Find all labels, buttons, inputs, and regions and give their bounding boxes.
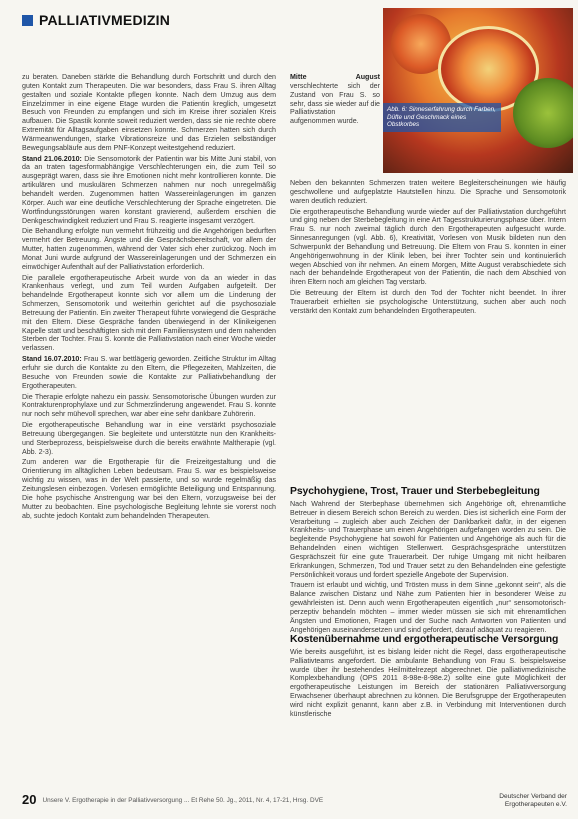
photo-caption: Abb. 6: Sinneserfahrung durch Farben, Düfte und Geschmack eines Obstkorbes — [383, 103, 501, 132]
fruit-photo — [383, 8, 573, 173]
paragraph: Nach Wahrend der Sterbephase übernehmen sich Angehörige oft, ehrenamtliche Betreuer in diesem Bereich schon Bereich zu werden. Dies ist sicherlich eine Form der Verarbeitung – zugleich aber auch Zeichen der Dankbarkeit dafür, in der eigenen Krankheits- und Trauerphase um einen Angehörigen aufgefangen worden zu sein. Die begleitende Psychohygiene hat sowohl für Patienten und Angehörige als auch für die Behandelnden einen wichtigen Stellenwert. Gesprächsgespräche unterstützen Gesprächszeit für eine gute Trauerarbeit. Der ruhige Umgang mit nicht heilbaren Erkrankungen, Schmerzen, Tod und Trauer setzt zu den Behandelnden eine gefestigte Persönlichkeit voraus und fordert spezielle Angebote der Supervision. — [290, 499, 566, 579]
right-column — [290, 179, 566, 318]
section-header — [22, 12, 170, 28]
paragraph — [290, 73, 380, 126]
org-line: Deutscher Verband der — [499, 793, 567, 800]
paragraph: Trauern ist erlaubt und wichtig, und Trösten muss in dem Sinne „gekonnt sein“, als die Balance zwischen Distanz und Nähe zum Patienten hier in besonderer Weise zu gewährleisten ist. Denn auch wenn Ergotherapeuten eigentlich „nur“ sensomotorisch-perzeptiv behandeln möchten – immer wieder müssen sie sich mit ehrenamtlichen Ängsten und Emotionen, Fragen und der Suche nach Antworten von Patienten und Angehörigen auseinandersetzen und sind gefordert, darauf adäquat zu reagieren. — [290, 581, 566, 634]
date-lead: Stand 21.06.2010: — [22, 154, 82, 163]
paragraph — [22, 155, 276, 226]
paragraph: Die Behandlung erfolgte nun vermehrt frühzeitig und die Angehörigen bedurften vermehrt der Betreuung. Ängste und die Gesprächsbereitschaft, vor allem der Mutter, hatten zugenommen, während der Vater sich eher zurückzog. Noch im Monat Juni wurde aufgrund der Wassereinlagerungen und der Schmerzen ein einwöchiger Aufenthalt auf der Palliativstation erforderlich. — [22, 227, 276, 271]
middle-column — [290, 73, 380, 128]
paragraph: Zum anderen war die Ergotherapie für die Freizeitgestaltung und die Orientierung im alltäglichen Leben bedeutsam. Frau S. war es beispielsweise wichtig zu wissen, was in der Welt passierte, und so wurde regelmäßig das Zeitungslesen einbezogen. Vorlesen ermöglichte Beteiligung und Entspannung. Die hohe psychische Anstrengung war bei den Eltern, vorzugsweise bei der Mutter zu beobachten. Eine psychologische Begleitung lehnte sie vorerst noch ab, suchte jedoch Kontakt zum behandelnden Therapeuten. — [22, 458, 276, 520]
paragraph-text: verschlechterte sich der Zustand von Frau S. so sehr, dass sie wieder auf die Palliativstation aufgenommen wurde. — [290, 81, 380, 126]
right-column-section-2 — [290, 488, 566, 637]
paragraph-text: Die Sensomotorik der Patientin war bis Mitte Juni stabil, von da an traten tagesformabhängige Verschlechterungen ein, die zum Teil so ausgeprägt waren, dass sie ihre Emotionen nicht mehr kontrollieren konnte. Die artikulären und muskulären Schmerzen nahmen nur noch unregelmäßig behandelt werden. Zugenommen hatten Wassereinlagerungen im ganzen Körper. Auch war eine deutliche Verschlechterung der Sprache eingetreten. Die Wortfindungsstörungen waren konstant gravierend, außerdem erschien die Denkgeschwindigkeit reduziert und Frau S. reagierte insgesamt verzögert. — [22, 154, 277, 225]
blue-square-icon — [22, 15, 33, 26]
footer-organization — [499, 793, 567, 809]
footer-citation: Unsere V. Ergotherapie in der Palliativversorgung ... Et Rehe 50. Jg., 2011, Nr. 4, 17-21, Hrsg. DVE — [42, 797, 324, 804]
date-lead: Stand 16.07.2010: — [22, 355, 82, 364]
org-line: Ergotherapeuten e.V. — [504, 801, 567, 808]
paragraph: Die Therapie erfolgte nahezu ein passiv. Sensomotorische Übungen wurden zur Kontrakturenprophylaxe und zur Schmerzlinderung angewendet. Frau S. konnte nur noch sehr mühevoll sprechen, war aber eine sehr dankbare Zuhörerin. — [22, 392, 276, 419]
paragraph-text: Frau S. war bettlägerig geworden. Zeitliche Struktur im Alltag erfuhr sie durch die Kontakte zu den Eltern, die Pflegezeiten, Mahlzeiten, die Besuche von Freunden sowie die Kontakte zur Palliativbehandlung der Ergotherapeuten. — [22, 355, 276, 390]
section-heading: Kostenübernahme und ergotherapeutische Versorgung — [290, 634, 559, 645]
paragraph: Die Betreuung der Eltern ist durch den Tod der Tochter nicht beendet. In ihrer Trauerarbeit erhielten sie psychologische Unterstützung, suchen aber auch noch verstärkt den Kontakt zum behandelnden Ergotherapeuten. — [290, 289, 566, 315]
paragraph: Die ergotherapeutische Behandlung war in eine verstärkt psychosoziale Betreuung übergegangen. Sie begleitete und unterstützte nun den Krankheits- und Sterbeprozess, beispielsweise durch die bereits erwähnte Maltherapie (vgl. Abb. 2-3). — [22, 421, 276, 456]
paragraph: Neben den bekannten Schmerzen traten weitere Begleiterscheinungen wie häufig geschwollene und aufgeplatzte Hautstellen hinzu. Die Sprache und Sensomotorik waren deutlich reduziert. — [290, 179, 566, 205]
kiwi-image — [513, 78, 573, 148]
section-title: PALLIATIVMEDIZIN — [39, 12, 171, 28]
page-number: 20 — [22, 792, 37, 807]
paragraph: Die ergotherapeutische Behandlung wurde wieder auf der Palliativstation durchgeführt und ging neben der Sterbebegleitung in eine Art Tagesstrukturierungsphase über. Intern Frau S. nur noch zweimal täglich durch den Ergotherapeuten aufgesucht wurde. Sinnesanregungen (vgl. Abb. 6), Kreativität, Vorlesen von Musik bildeten nun den Schwerpunkt der Behandlung und Betreuung. Die Eltern von Frau S. konnten in einer Angehörigenwohnung in der Klinik leben, bei ihrer Tochter sein und kontinuierlich wegen Abschied von ihr nehmen. An einem Morgen, Mitte August verabschiedete sich nach der behandelnde Ergotherapeut von der Patientin, die nach dem Abschied von ihren Eltern noch am gleichen Tag verstarb. — [290, 207, 566, 287]
left-column — [22, 73, 276, 522]
right-column-section-3 — [290, 636, 566, 721]
date-lead: Mitte August — [290, 73, 380, 81]
page-footer — [22, 793, 567, 813]
paragraph — [22, 355, 276, 390]
paragraph: zu beraten. Daneben stärkte die Behandlung durch Fortschritt und durch den guten Kontakt zum Therapeuten. Die war besonders, dass Frau S. ihren Alltag gestalten und soziale Kontakte pflegen konnte. Nach dem Umzug aus dem Einzelzimmer in eine eigene Etage wurden die Patientin kreglich, umgesetzt Besuch von Freunden zu empfangen und sich im Kreise ihrer sozialen Kreis aufbauen. Die Spastik konnte soweit reduziert werden, dass sie nie rechte obere Extremität für Alltagsaufgaben einsetzen konnte. Schmerzen hatten sich durch Wärmeanwendungen, starke Vibrationsreize und das Erzielen selbständiger Bewegungsabläufe aus dem PNF-Konzept weitestgehend reduziert. — [22, 73, 276, 152]
paragraph: Wie bereits ausgeführt, ist es bislang leider nicht die Regel, dass ergotherapeutische Palliativteams angefordert. Die ambulante Behandlung von Frau S. beispielsweise wurde über ihr bestehendes Heilmittelrezept abgerechnet. Die palliativmedizinische Komplexbehandlung (OPS 2011 8-98e-8-98e.2) sollte eine gute Möglichkeit der ergotherapeutische Leistungen im Bereich der stationären Palliativversorgung Erwachsener überhaupt abrechnen zu können. Die Berufsgruppe der Ergotherapeuten wird nicht explizit genannt, kann aber z.B. in Verbindung mit Interventionen durch künstlerische — [290, 647, 566, 718]
paragraph: Die parallele ergotherapeutische Arbeit wurde von da an wieder in das Krankenhaus verlegt, und zum Teil wurden Aufgaben aufgeteilt. Der behandelnde Ergotherapeut konnte sich vor allem um die Linderung der Schmerzen, Sensomotorik und weiterhin gerichtet auf die psychosoziale Betreuung der Patientin. Ein zweiter Therapeut führte vorwiegend die Gespräche mit den Eltern. Diese Gespräche fanden überwiegend in der Klinikeigenen Kapelle statt und beschäftigten sich mit dem Familiensystem und dem nahenden Sterben der Tochter. Frau S. konnte die Palliativstation nach einer Woche wieder verlassen. — [22, 273, 276, 353]
section-heading: Psychohygiene, Trost, Trauer und Sterbebegleitung — [290, 486, 540, 497]
